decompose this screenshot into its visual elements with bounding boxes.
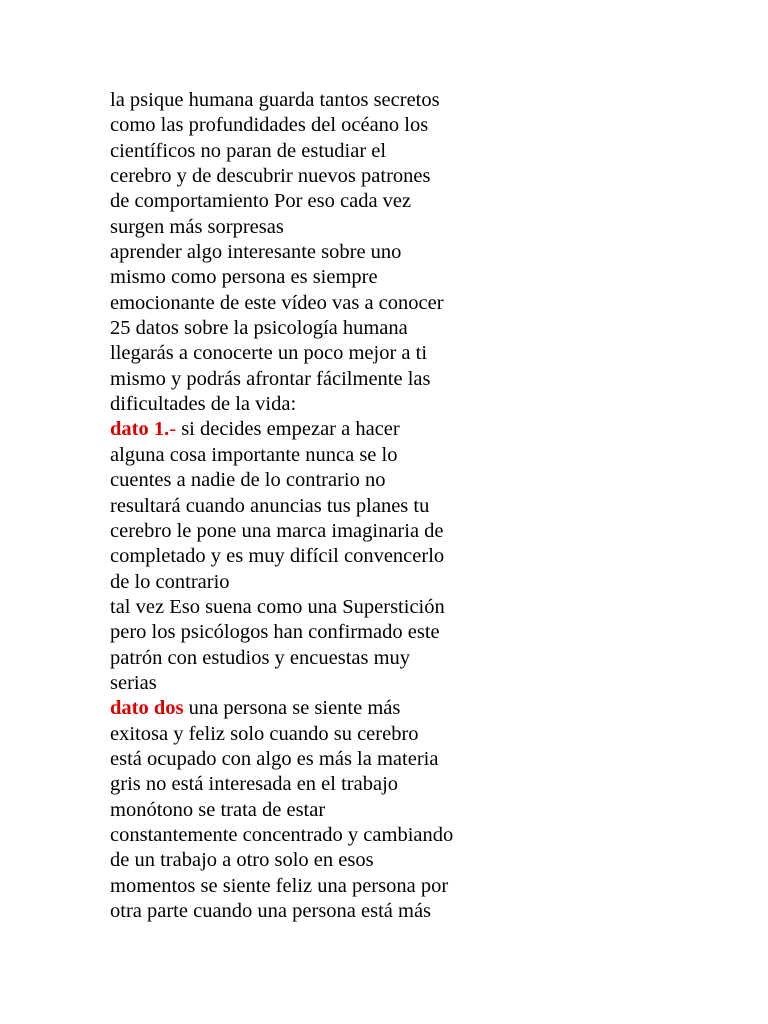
text-line: patrón con estudios y encuestas muy — [110, 646, 411, 669]
dato-1-dash: - — [169, 418, 177, 441]
dato-1-text: si decides empezar a hacer — [181, 418, 400, 441]
text-line: llegarás a conocerte un poco mejor a ti — [110, 342, 428, 365]
text-line: dificultades de la vida: — [110, 393, 297, 416]
text-line: pero los psicólogos han confirmado este — [110, 621, 440, 644]
text-line: otra parte cuando una persona está más — [110, 900, 432, 922]
text-line: momentos se siente feliz una persona por — [110, 874, 449, 897]
text-line: está ocupado con algo es más la materia — [110, 747, 439, 770]
text-line: surgen más sorpresas — [110, 215, 284, 238]
text-line: cerebro le pone una marca imaginaria de — [110, 519, 444, 542]
text-line: serias — [110, 671, 157, 694]
text-line: gris no está interesada en el trabajo — [110, 773, 399, 796]
text-line: 25 datos sobre la psicología humana — [110, 317, 408, 340]
text-line: constantemente concentrado y cambiando — [110, 823, 454, 846]
text-line: científicos no paran de estudiar el — [110, 139, 387, 162]
text-line: completado y es muy difícil convencerlo — [110, 545, 445, 568]
text-line: aprender algo interesante sobre uno — [110, 241, 402, 264]
text-line: alguna cosa importante nunca se lo — [110, 443, 398, 466]
dato-2-label: dato dos — [110, 697, 184, 720]
text-line: exitosa y feliz solo cuando su cerebro — [110, 722, 419, 745]
text-line: la psique humana guarda tantos secretos — [110, 89, 440, 111]
dato-2-line — [110, 696, 530, 721]
text-line: de comportamiento Por eso cada vez — [110, 190, 412, 213]
document-body — [110, 88, 530, 924]
dato-1-line — [110, 417, 530, 442]
text-line: cerebro y de descubrir nuevos patrones — [110, 165, 431, 188]
text-line: tal vez Eso suena como una Superstición — [110, 595, 445, 618]
text-line: de lo contrario — [110, 570, 230, 593]
text-line: cuentes a nadie de lo contrario no — [110, 469, 386, 492]
text-line: monótono se trata de estar — [110, 798, 326, 821]
dato-1-label: dato 1. — [110, 418, 170, 441]
text-line: mismo y podrás afrontar fácilmente las — [110, 367, 431, 390]
text-line: mismo como persona es siempre — [110, 266, 378, 289]
text-line: emocionante de este vídeo vas a conocer — [110, 291, 444, 314]
text-line: resultará cuando anuncias tus planes tu — [110, 494, 430, 517]
text-line: de un trabajo a otro solo en esos — [110, 849, 374, 872]
dato-2-text: una persona se siente más — [188, 697, 401, 720]
text-line: como las profundidades del océano los — [110, 114, 429, 137]
